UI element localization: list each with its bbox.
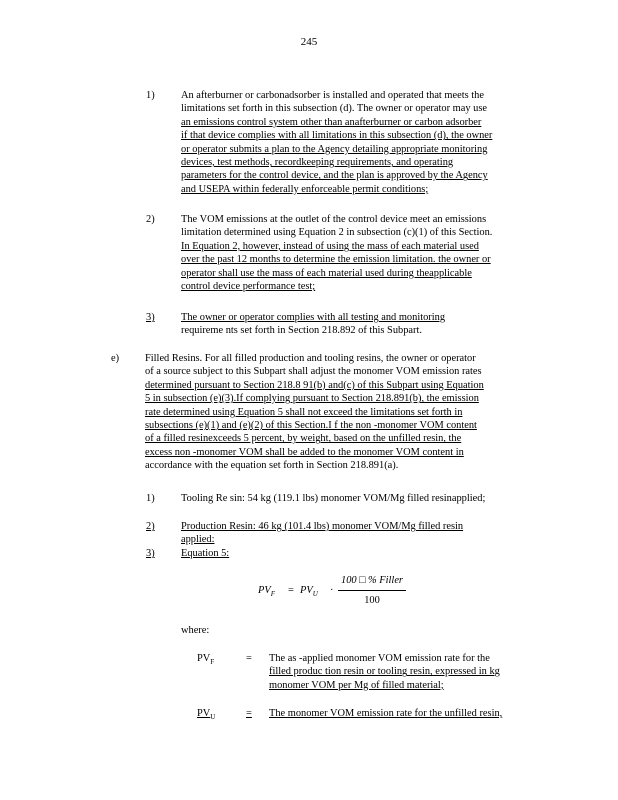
item-3-text: [181, 311, 541, 338]
item-1-line-5: or operator submits a plan to the Agency detailing appropriate monitoring: [181, 143, 488, 155]
page-number: 245: [300, 36, 318, 48]
item-2-line-4: over the past 12 months to determine the emission limitation. the owner or: [181, 254, 491, 266]
section-e-line-7: of a filled resinexceeds 5 percent, by weight, based on the unfilled resin, the: [145, 433, 462, 445]
item-3-number: 3): [146, 312, 155, 323]
item-1-line-4: if that device complies with all limitations in this subsection (d), the owner: [181, 130, 493, 142]
item-1-line-3: an emissions control system other than anafterburner or carbon adsorber: [181, 116, 482, 128]
definition-1-term: $PV_F$: [197, 653, 215, 667]
item-2-text: [181, 213, 541, 293]
subitem-1-text: Tooling Re sin: 54 kg (119.1 lbs) monomer VOM/Mg filled resinapplied;: [181, 493, 486, 504]
item-2-line-6: control device performance test;: [181, 281, 316, 293]
equation-lhs: $PV_F$: [258, 585, 275, 599]
section-e-line-8: excess non -monomer VOM shall be added to the monomer VOM content in: [145, 446, 464, 458]
section-e-line-5: rate determined using Equation 5 shall not exceed the limitations set forth in: [145, 406, 463, 418]
item-2-line-3: In Equation 2, however, instead of using the mass of each material used: [181, 240, 479, 252]
equation-5: [258, 574, 408, 610]
definition-1-line-1: The as -applied monomer VOM emission rate for the: [269, 653, 490, 664]
section-e-line-4: 5 in subsection (e)(3).If complying pursuant to Section 218.891(b), the emission: [145, 393, 479, 405]
item-1-line-6: devices, test methods, recordkeeping requirements, and operating: [181, 157, 454, 169]
equation-pv: $PV_U$: [300, 585, 318, 599]
item-1-line-8: and USEPA within federally enforceable permit conditions;: [181, 183, 429, 195]
section-e-line-2: of a source subject to this Subpart shall adjust the monomer VOM emission rates: [145, 366, 482, 378]
definition-1-line-3: monomer VOM per Mg of filled material;: [269, 679, 444, 691]
item-3-line-2: requireme nts set forth in Section 218.892 of this Subpart.: [181, 325, 422, 337]
section-e-line-6: subsections (e)(1) and (e)(2) of this Section.I f the non -monomer VOM content: [145, 420, 477, 432]
item-1-line-1: An afterburner or carbonadsorber is installed and operated that meets the: [181, 90, 484, 101]
item-1-number: 1): [146, 90, 155, 101]
section-e-line-1: Filled Resins. For all filled production and tooling resins, the owner or operator: [145, 353, 476, 364]
where-label: where:: [181, 625, 210, 636]
section-e-text: [145, 352, 540, 473]
definition-2-line-1: The monomer VOM emission rate for the unfilled resin,: [269, 708, 503, 719]
subitem-2-text: [181, 520, 541, 547]
section-e-label: e): [111, 353, 120, 364]
subitem-1-number: 1): [146, 493, 155, 504]
definition-2-text: [269, 707, 539, 720]
subitem-3-number: 3): [146, 548, 155, 559]
section-e-line-3: determined pursuant to Section 218.8 91(b) and(c) of this Subpart using Equation: [145, 379, 484, 391]
equation-denominator: 100: [364, 595, 380, 606]
item-2-line-1: The VOM emissions at the outlet of the control device meet an emissions: [181, 214, 487, 225]
subitem-2-number: 2): [146, 521, 155, 532]
item-1-line-2: limitations set forth in this subsection (d). The owner or operator may use: [181, 103, 487, 115]
equation-numerator: 100 □ % Filler: [341, 575, 403, 586]
definition-1-text: [269, 652, 539, 692]
item-3-line-1: The owner or operator complies with all testing and monitoring: [181, 312, 446, 323]
subitem-2-line-2: applied:: [181, 534, 215, 546]
equation-equals: =: [288, 585, 294, 596]
item-2-line-2: limitation determined using Equation 2 in subsection (c)(1) of this Section.: [181, 227, 493, 239]
item-2-line-5: operator shall use the mass of each material used during theapplicable: [181, 267, 472, 279]
item-1-text: [181, 89, 541, 196]
item-2-number: 2): [146, 214, 155, 225]
item-1-line-7: parameters for the control device, and the plan is approved by the Agency: [181, 170, 488, 182]
definition-1-equals: =: [246, 653, 252, 664]
definition-2-equals: =: [246, 708, 252, 719]
definition-2-term: $PV_U$: [197, 708, 216, 722]
equation-fraction-bar: [338, 590, 406, 591]
subitem-2-line-1: Production Resin: 46 kg (101.4 lbs) monomer VOM/Mg filled resin: [181, 521, 464, 532]
equation-dot: ·: [330, 585, 334, 596]
definition-1-line-2: filled produc tion resin or tooling resin, expressed in kg: [269, 666, 500, 678]
section-e-line-9: accordance with the equation set forth in Section 218.891(a).: [145, 460, 399, 472]
subitem-3-text: Equation 5:: [181, 548, 230, 559]
